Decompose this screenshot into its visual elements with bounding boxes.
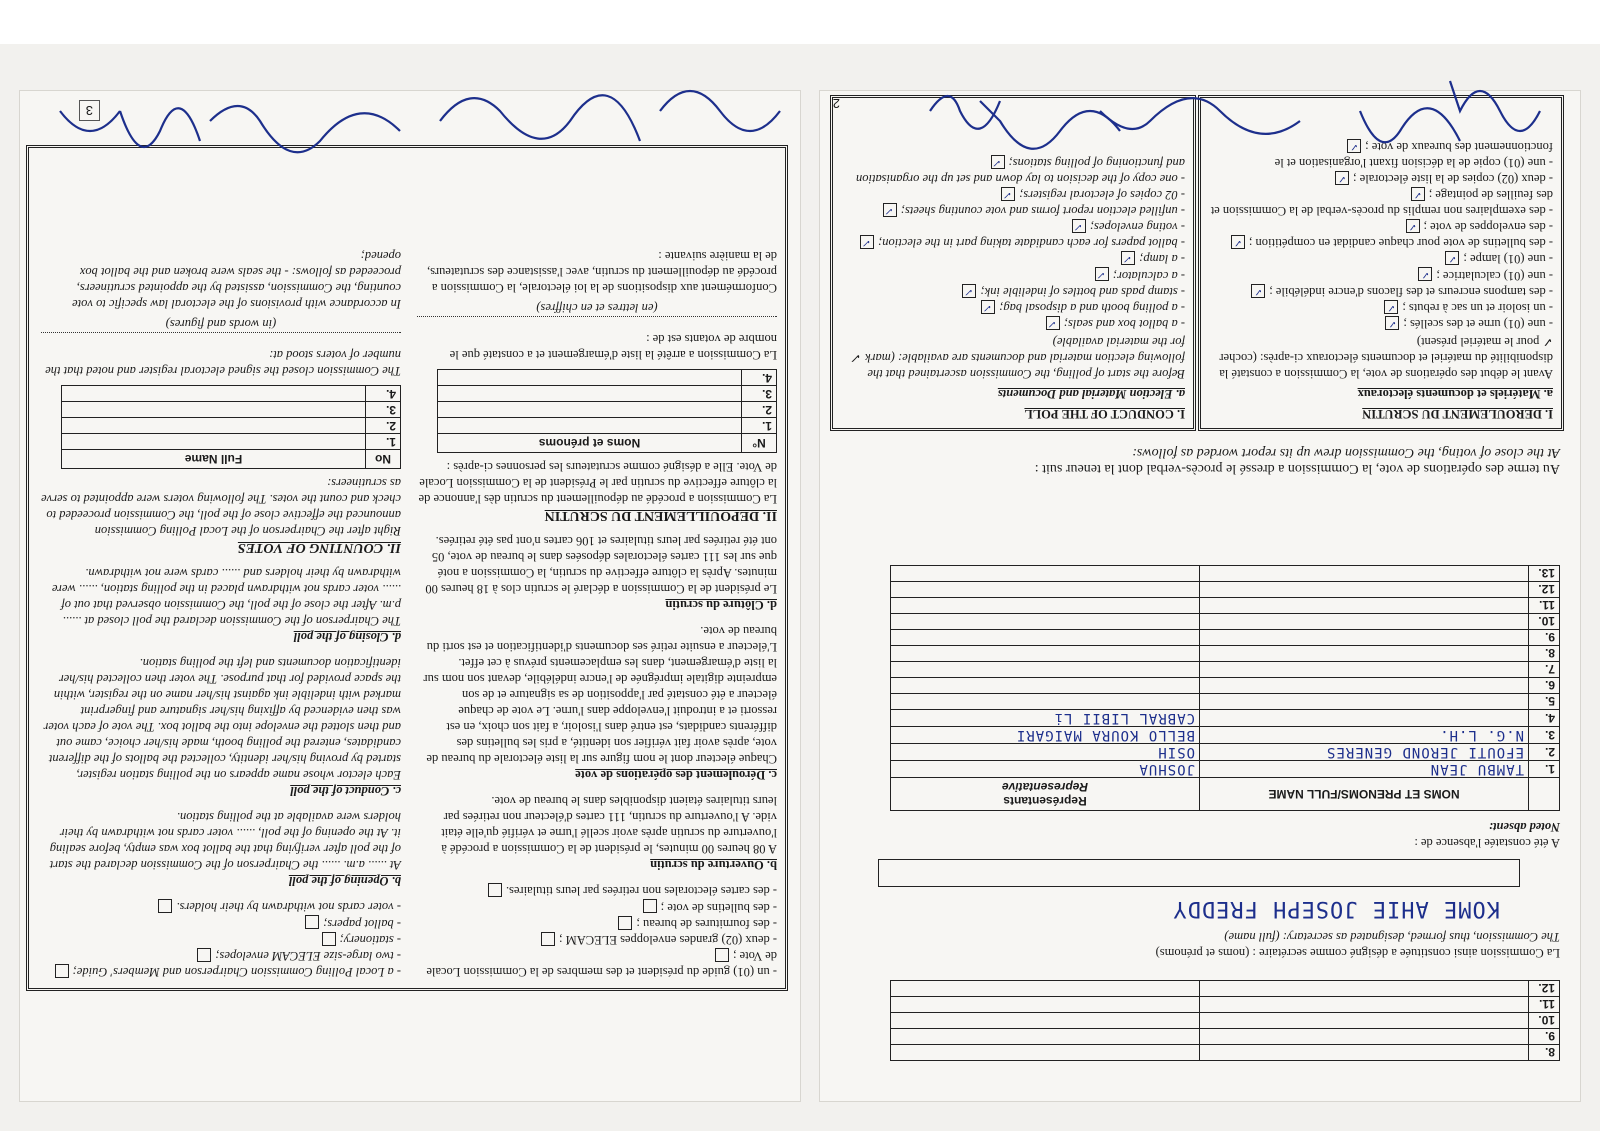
checkbox: ✓ [1095, 268, 1109, 282]
voters-count-line-en [41, 332, 401, 347]
row-number: 3. [366, 402, 401, 418]
row-number: 3. [1529, 727, 1560, 744]
row-number: 10. [1529, 1013, 1560, 1029]
table-row [891, 566, 1560, 582]
row-rep: BELLO KOURA MAIGARI [891, 727, 1200, 744]
row-rep: JOSHUA [891, 761, 1200, 778]
list-item [841, 235, 1185, 251]
row-number: 9. [1529, 630, 1560, 646]
row-name [1200, 694, 1529, 710]
row-rep [891, 630, 1200, 646]
secretary-intro-en: The Commission, thus formed, designated as secretary: (full name) [1224, 930, 1560, 944]
checkbox: ✓ [1406, 219, 1420, 233]
signature-stroke-4 [980, 101, 1120, 149]
row-name [62, 434, 366, 450]
row-rep [891, 678, 1200, 694]
row-name [1200, 1045, 1529, 1061]
signature-stroke-9 [120, 108, 200, 147]
list-item-text: - des bulletins de vote ; [660, 900, 777, 915]
row-number: 12. [1529, 981, 1560, 997]
table-row [891, 761, 1560, 778]
table-row [891, 598, 1560, 614]
procedure-box [26, 145, 788, 991]
row-rep [891, 981, 1200, 997]
list-item-text: - un isoloir et un sac à rebuts ; [1402, 300, 1553, 315]
absent-fr: A été constatée l'absence de : [1414, 836, 1560, 850]
row-name [438, 418, 742, 434]
row-number: 1. [742, 418, 777, 434]
rotated-content [0, 44, 1600, 1131]
list-item-text: - une (01) lampe ; [1463, 252, 1553, 267]
list-item [41, 916, 401, 932]
row-number: 8. [1529, 1045, 1560, 1061]
table-row [438, 370, 777, 386]
row-rep: OSIH [891, 744, 1200, 761]
row-name [438, 386, 742, 402]
checkbox: ✓ [1445, 251, 1459, 265]
page-number-2: 2 [832, 96, 840, 111]
list-item [417, 932, 777, 948]
remaining-materials-en [41, 899, 401, 980]
material-list-en [833, 153, 1193, 334]
list-item-text: - une (01) urne et des scellés ; [1403, 317, 1553, 331]
row-name [1200, 630, 1529, 646]
material-subheading-fr: a. Matériels et documents électoraux [1357, 387, 1553, 401]
table-row [891, 727, 1560, 744]
absent-col-rep-fr: Représentants [1003, 794, 1087, 808]
voters-count-en: The Commission closed the signed electoral register and noted that the number of voters stood at: [45, 348, 401, 379]
row-number: 9. [1529, 1029, 1560, 1045]
list-item-text: - ballot papers; [323, 916, 401, 931]
row-number: 12. [1529, 582, 1560, 598]
list-item-text: - a calculator; [1112, 268, 1185, 283]
row-name [1200, 566, 1529, 582]
row-number: 1. [1529, 761, 1560, 778]
checkbox: ✓ [963, 284, 977, 298]
list-item [841, 284, 1185, 300]
closing-text-en: The Chairperson of the Commission declared the poll closed at ...... p.m. After the close of the poll, the Commission observed that out of ...... voter cards not withdrawn placed in the polling station, ...... were withdrawn by their holders and ...... cards were not withdrawn. [51, 566, 401, 629]
counting-text-fr: La Commission a procédé au dépouillement du scrutin dès l'annonce de la clôture effective du scrutin par le Président de la Commission Locale de Vote. Elle a désigné comme scrutateurs les personnes ci-après : [418, 460, 777, 507]
row-rep [891, 1013, 1200, 1029]
row-number: 5. [1529, 694, 1560, 710]
row-rep [891, 694, 1200, 710]
list-item-text: - stamp pads and bottles of indelible ink; [980, 284, 1185, 299]
row-name [438, 402, 742, 418]
list-item [41, 948, 401, 964]
list-item [1209, 251, 1553, 267]
list-item-text: - des fournitures de bureau ; [636, 916, 777, 931]
list-item [1209, 235, 1553, 251]
checkbox: ✓ [1384, 300, 1398, 314]
table-row [891, 582, 1560, 598]
table-row [438, 386, 777, 402]
remaining-materials-fr [417, 883, 777, 980]
procedure-col-fr [417, 248, 777, 980]
list-item [841, 300, 1185, 316]
checkbox [488, 883, 502, 897]
list-item [41, 964, 401, 980]
table-row [891, 981, 1560, 997]
list-item [1209, 316, 1553, 332]
counting-text-en: Right after the Chairperson of the Local Polling Commission announced the effective close of the poll, the Commission proceeded to check and count the votes. The following voters were appointed to serve as scrutineers: [41, 476, 401, 539]
row-name [62, 386, 366, 402]
table-row [891, 710, 1560, 727]
list-item-text: - unfilled election report forms and vote counting sheets; [900, 204, 1185, 219]
list-item [41, 932, 401, 948]
list-item [41, 899, 401, 915]
counting-heading-en: II. COUNTING OF VOTES [237, 540, 401, 556]
conduct-heading-fr: I. DEROULEMENT DU SCRUTIN [1362, 407, 1553, 421]
voters-count-hint-en: (in words and figures) [165, 317, 277, 332]
signature-stroke-2 [1360, 108, 1460, 142]
checkbox: ✓ [1347, 139, 1361, 153]
row-rep [891, 646, 1200, 662]
list-item [417, 883, 777, 899]
list-item-text: - voting envelopes; [1089, 220, 1185, 235]
opening-heading-fr: b. Ouverture du scrutin [650, 858, 777, 873]
checkbox [322, 932, 336, 946]
checkbox: ✓ [1335, 171, 1349, 185]
row-number: 11. [1529, 997, 1560, 1013]
row-number: 8. [1529, 646, 1560, 662]
opening-text-en: At ...... a.m. ...... the Chairperson of the Commission declared the start of the poll after verifying that the ballot box was empty, before sealing it. At the opening of the poll, ...... voter cards not withdrawn by their holders were available at the polling station. [49, 810, 401, 873]
row-name [1200, 582, 1529, 598]
table-row [891, 614, 1560, 630]
list-item-text: - un (01) guide du président et des membres de la Commission Locale de Vote ; [426, 949, 777, 979]
row-name [1200, 981, 1529, 997]
row-name [1200, 1029, 1529, 1045]
members-table-continued [890, 980, 1560, 1061]
row-number: 7. [1529, 662, 1560, 678]
counting-procedure-en: In accordance with provisions of the electoral law specific to vote counting, the Commission, assisted by the appointed scrutineers, proceeded as follows: - the seals were broken and the ballot box opened; [72, 249, 401, 312]
close-statement [830, 444, 1560, 476]
list-item-text: - a Local Polling Commission Chairperson and Members' Guide; [72, 965, 401, 979]
list-item [1209, 300, 1553, 316]
opening-text-fr: A 08 heures 00 minutes, le président de la Commission a procédé à l'ouverture du scrutin après avoir scellé l'urne et vérifié qu'elle était vide. A l'ouverture du scrutin, 111 cartes d'électeur non retirées par leurs titulaires étaient disponibles dans le bureau de vote. [441, 794, 777, 857]
procedure-col-en [41, 248, 401, 980]
table-row [891, 694, 1560, 710]
signature-stroke-10 [60, 111, 120, 131]
secretary-box [878, 859, 1520, 887]
row-rep [891, 614, 1200, 630]
signature-stroke-7 [440, 95, 640, 141]
conduct-heading-en: I. CONDUCT OF THE POLL [1024, 407, 1185, 421]
list-item-text: - voter cards not withdrawn by their holders. [176, 900, 401, 915]
list-item-text: - two large-size ELECAM envelopes; [215, 948, 401, 963]
counting-procedure-fr: Conformément aux dispositions de la loi électorale, la Commission a procédé au dépouillement du scrutin, avec l'assistance des scrutateurs, de la manière suivante : [426, 249, 777, 296]
list-item [417, 916, 777, 932]
signature-stroke-1 [1450, 81, 1540, 131]
table-row [438, 418, 777, 434]
row-name [438, 370, 742, 386]
row-name [1200, 997, 1529, 1013]
list-item [841, 203, 1185, 219]
list-item [1209, 219, 1553, 235]
scrutineers-col-num-en: No [366, 450, 401, 469]
page-3 [20, 91, 800, 1101]
row-name [62, 402, 366, 418]
scanned-document [0, 44, 1600, 1131]
table-row [891, 1029, 1560, 1045]
list-item-text: - a lamp; [1139, 252, 1185, 267]
list-item [841, 316, 1185, 332]
list-item-text: - des cartes électorales non retirées par leurs titulaires. [505, 884, 777, 899]
checkbox: ✓ [1251, 284, 1265, 298]
list-item-text: - des bulletins de vote pour chaque candidat en compétition ; [1248, 236, 1553, 251]
table-row [891, 1013, 1560, 1029]
conduct-text-fr: Chaque électeur dont le nom figure sur la liste électorale du bureau de vote, après avoir fait vérifier son identité, a pris les bulletins des différents candidats, est entré dans l'isoloir, a fait son choix, en est ressorti et a introduit l'enveloppe dans l'urne. Le vote de chaque électeur a été constaté par l'apposition de sa signature et de son empreinte digitale imprégnée de l'encre indélébile, devant son nom sur la liste d'émargement, dans les emplacements prévus à cet effet. L'électeur a ensuite retiré ses documents d'identification et est sorti du bureau de vote. [423, 624, 777, 767]
list-item-text: - des enveloppes de vote ; [1423, 220, 1553, 235]
absent-table [890, 565, 1560, 811]
row-number: 2. [742, 402, 777, 418]
row-rep [891, 598, 1200, 614]
list-item-text: - stationery; [339, 932, 401, 947]
table-row [891, 997, 1560, 1013]
checkbox: ✓ [860, 235, 874, 249]
row-rep [891, 582, 1200, 598]
list-item-text: - deux (02) copies de la liste électorale ; [1353, 172, 1553, 186]
checkbox [55, 964, 69, 978]
signature-stroke-8 [210, 106, 400, 152]
row-number: 4. [1529, 710, 1560, 727]
absent-col-rep [891, 778, 1200, 811]
row-name [1200, 662, 1529, 678]
secretary-intro [860, 929, 1560, 961]
signature-stroke-3 [1100, 98, 1300, 134]
checkbox [197, 948, 211, 962]
closing-heading-en: d. Closing of the poll [293, 630, 401, 645]
row-name [1200, 678, 1529, 694]
absent-col-name: NOMS ET PRENOMS/FULL NAME [1200, 778, 1529, 811]
closing-text-fr: Le président de la Commission a déclaré le scrutin clos à 18 heures 00 minutes. Après la clôture effective du scrutin, la Commission a noté que sur les 111 cartes électorales déposées dans le bureau de vote, 05 ont été retirées par leurs titulaires et 106 cartes n'ont pas été retirées. [425, 534, 777, 597]
close-fr: Au terme des opérations de vote, la Commission a dressé le procès-verbal dont la teneur suit : [1034, 461, 1560, 476]
row-number: 4. [742, 370, 777, 386]
row-number: 6. [1529, 678, 1560, 694]
absent-en: Noted absent: [1488, 820, 1560, 834]
row-number: 13. [1529, 566, 1560, 582]
checkbox: ✓ [1046, 316, 1060, 330]
checkbox [541, 932, 555, 946]
checkbox: ✓ [1072, 219, 1086, 233]
row-name [1200, 646, 1529, 662]
scrutineers-col-name-fr: Noms et prénoms [438, 434, 742, 453]
table-row [891, 662, 1560, 678]
row-name: EFOUTI JEROND GENERES [1200, 744, 1529, 761]
list-item [417, 948, 777, 980]
absent-col-rep-en: Representative [1001, 780, 1089, 794]
list-item-text: - ballot papers for each candidate taking part in the election; [878, 236, 1185, 251]
conduct-heading-en-2: c. Conduct of the poll [290, 784, 401, 799]
counting-heading-fr: II. DEPOUILLEMENT DU SCRUTIN [544, 508, 777, 524]
list-item [1209, 284, 1553, 300]
list-item [1209, 171, 1553, 187]
checkbox: ✓ [991, 155, 1005, 169]
scrutineers-table-en [61, 385, 401, 469]
table-row [62, 386, 401, 402]
list-item-text: - des exemplaires non remplis du procès-verbal de la Commission et des feuilles de pointage ; [1210, 188, 1553, 219]
row-number: 1. [366, 434, 401, 450]
signature-stroke-6 [660, 91, 780, 131]
row-name: N.G. L.H. [1200, 727, 1529, 744]
list-item [841, 187, 1185, 203]
row-rep [891, 1045, 1200, 1061]
row-rep [891, 662, 1200, 678]
row-name [1200, 1013, 1529, 1029]
row-rep: CABRAL LIBII Li [891, 710, 1200, 727]
table-row [62, 434, 401, 450]
list-item [841, 251, 1185, 267]
top-margin [0, 0, 1600, 44]
checkbox: ✓ [1385, 316, 1399, 330]
scrutineers-table-fr [437, 369, 777, 453]
list-item-text: - une (01) calculatrice ; [1436, 268, 1553, 283]
material-intro-fr: Avant le début des opérations de vote, la Commission a constaté la disponibilité du matériel et documents électoraux ci-après: (cocher ✓ pour le matériel présent) [1219, 335, 1553, 381]
checkbox: ✓ [1418, 268, 1432, 282]
list-item-text: - deux (02) grandes enveloppes ELECAM ; [559, 932, 777, 947]
table-row [891, 1045, 1560, 1061]
checkbox: ✓ [883, 203, 897, 217]
row-name: TAMBU JEAN [1200, 761, 1529, 778]
checkbox [618, 916, 632, 930]
table-row [62, 418, 401, 434]
opening-heading-en: b. Opening of the poll [288, 874, 401, 889]
row-rep [891, 997, 1200, 1013]
checkbox: ✓ [1411, 187, 1425, 201]
secretary-name: KOME AHIE JOSEPH FREDDY [1172, 896, 1500, 921]
row-name [1200, 598, 1529, 614]
list-item [841, 219, 1185, 235]
conduct-text-en: Each elector whose name appears on the polling station register, started by proving his/her identity, collected the ballots of the different candidates, entered the polling booth, made his/her choice, came out and then slotted the envelope into the ballot box. The vote of each voter was then evidenced by affixing his/her signature and fingerprint marked with indelible ink against his/her name on the register, within the space provided for that purpose. The voter then collected his/her identification documents and left the polling station. [43, 656, 401, 783]
signature-stroke-5 [930, 96, 1000, 129]
list-item [417, 900, 777, 916]
secretary-intro-fr: La Commission ainsi constituée a désigné comme secrétaire : (noms et prénoms) [1155, 946, 1560, 960]
table-row [891, 744, 1560, 761]
close-en: At the close of voting, the Commission drew up its report worded as follows: [1132, 445, 1560, 460]
row-number: 10. [1529, 614, 1560, 630]
row-rep [891, 566, 1200, 582]
closing-heading-fr: d. Clôture du scrutin [665, 598, 777, 613]
checkbox: ✓ [1231, 235, 1245, 249]
checkbox: ✓ [1121, 251, 1135, 265]
material-intro-en: Before the start of polling, the Commission ascertained that the following election material and documents are available: (mark ✓ for the material available) [851, 335, 1185, 381]
table-row [891, 678, 1560, 694]
row-name [1200, 710, 1529, 727]
row-name [62, 418, 366, 434]
list-item-text: - une (01) copie de la décision fixant l'organisation et le fonctionnement des bureaux de vote ; [1274, 139, 1553, 170]
list-item-text: - des tampons encreurs et des flacons d'encre indélébile ; [1269, 284, 1553, 299]
row-number: 11. [1529, 598, 1560, 614]
row-rep [891, 1029, 1200, 1045]
row-name [1200, 614, 1529, 630]
page-2 [820, 91, 1580, 1101]
voters-count-line-fr [417, 316, 777, 331]
signatures [0, 44, 1600, 171]
list-item [841, 268, 1185, 284]
checkbox: ✓ [981, 300, 995, 314]
page-number-3: 3 [79, 100, 100, 121]
scrutineers-col-name-en: Full Name [62, 450, 366, 469]
checkbox [158, 899, 172, 913]
checkbox [715, 948, 729, 962]
checkbox [643, 900, 657, 914]
checkbox [305, 916, 319, 930]
voters-count-hint-fr: (en lettres et en chiffres) [536, 301, 658, 316]
list-item-text: - 02 copies of electoral registers; [1019, 188, 1185, 202]
list-item-text: - one copy of the decision to lay down and set up the organisation and functioning of polling stations; [855, 155, 1185, 186]
list-item-text: - a ballot box and seals; [1063, 317, 1185, 331]
row-number: 2. [366, 418, 401, 434]
voters-count-fr: La Commission a arrêté la liste d'émargement et a constaté que le nombre de votants est de : [449, 332, 777, 363]
material-subheading-en: a. Election Material and Documents [997, 387, 1185, 401]
signature-strokes [60, 81, 1540, 152]
row-number: 4. [366, 386, 401, 402]
table-row [891, 630, 1560, 646]
absent-col-num [1529, 778, 1560, 811]
checkbox: ✓ [1001, 187, 1015, 201]
table-row [62, 402, 401, 418]
table-row [438, 402, 777, 418]
list-item-text: - a polling booth and a disposal bag; [999, 300, 1185, 315]
row-number: 2. [1529, 744, 1560, 761]
absent-intro [1060, 819, 1560, 851]
row-number: 3. [742, 386, 777, 402]
list-item [1209, 187, 1553, 219]
list-item [1209, 268, 1553, 284]
table-row [891, 646, 1560, 662]
scrutineers-col-num-fr: N° [742, 434, 777, 453]
conduct-heading-fr-2: c. Déroulement des opérations de vote [575, 768, 777, 783]
